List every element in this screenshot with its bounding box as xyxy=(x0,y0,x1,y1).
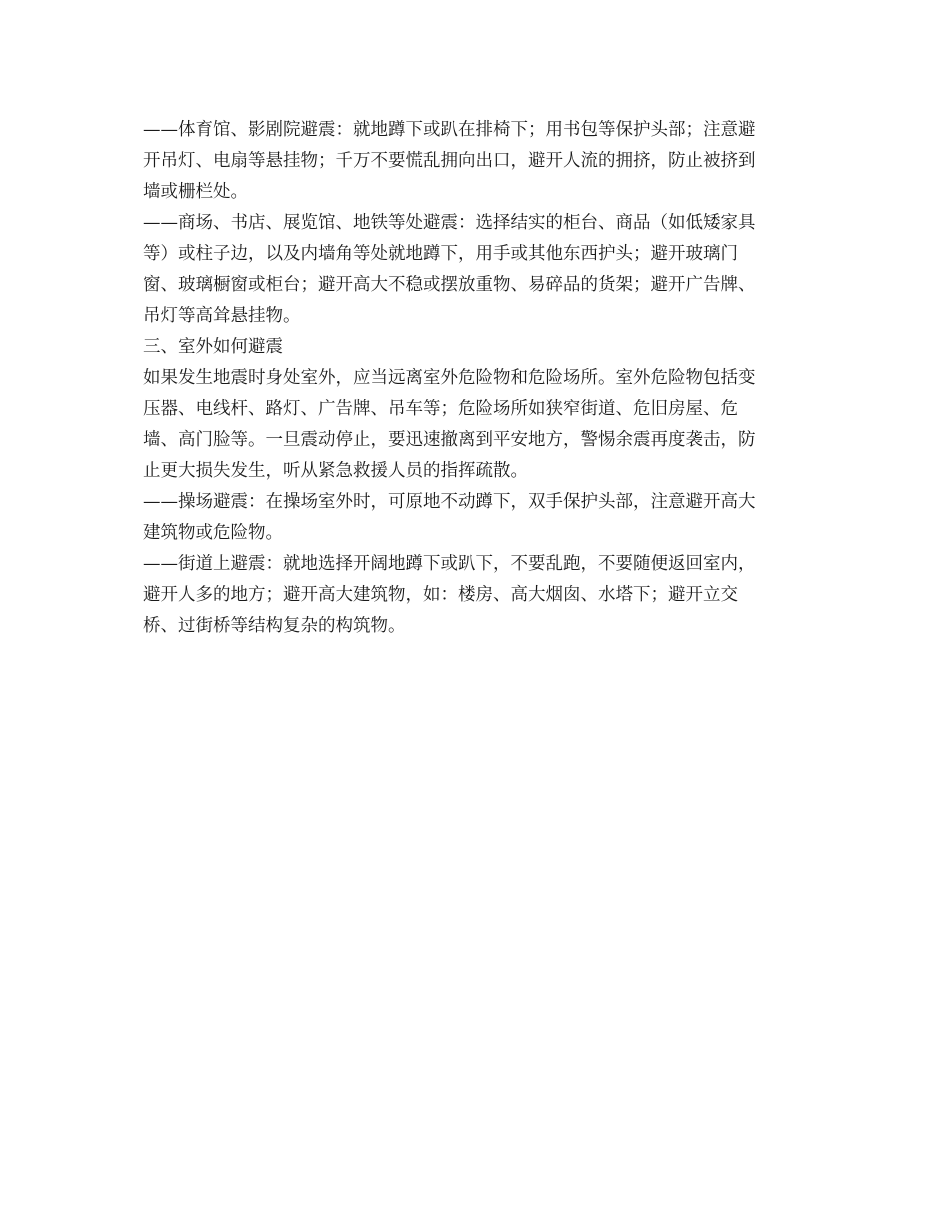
text-line-outdoor-3: 墙、高门脸等。一旦震动停止，要迅速撤离到平安地方，警惕余震再度袭击，防 xyxy=(143,430,756,450)
text-line-mall-3: 窗、玻璃橱窗或柜台；避开高大不稳或摆放重物、易碎品的货架；避开广告牌、 xyxy=(143,275,756,295)
text-line-outdoor-1: 如果发生地震时身处室外，应当远离室外危险物和危险场所。室外危险物包括变 xyxy=(143,368,756,388)
document-body xyxy=(143,115,803,642)
text-line-outdoor-2: 压器、电线杆、路灯、广告牌、吊车等；危险场所如狭窄街道、危旧房屋、危 xyxy=(143,399,738,419)
text-line-street-3: 桥、过街桥等结构复杂的构筑物。 xyxy=(143,616,406,636)
text-line-gym-3: 墙或栅栏处。 xyxy=(143,182,248,202)
text-line-playground-2: 建筑物或危险物。 xyxy=(143,523,283,543)
text-line-gym-2: 开吊灯、电扇等悬挂物；千万不要慌乱拥向出口，避开人流的拥挤，防止被挤到 xyxy=(143,151,756,171)
text-line-mall-2: 等）或柱子边，以及内墙角等处就地蹲下，用手或其他东西护头；避开玻璃门 xyxy=(143,244,738,264)
text-line-street-2: 避开人多的地方；避开高大建筑物，如：楼房、高大烟囱、水塔下；避开立交 xyxy=(143,585,738,605)
text-line-outdoor-4: 止更大损失发生，听从紧急救援人员的指挥疏散。 xyxy=(143,461,528,481)
text-line-mall-1: ——商场、书店、展览馆、地铁等处避震：选择结实的柜台、商品（如低矮家具 xyxy=(143,213,756,233)
text-line-playground-1: ——操场避震：在操场室外时，可原地不动蹲下，双手保护头部，注意避开高大 xyxy=(143,492,756,512)
section-heading-outdoor: 三、室外如何避震 xyxy=(143,337,283,357)
text-line-gym-1: ——体育馆、影剧院避震：就地蹲下或趴在排椅下；用书包等保护头部；注意避 xyxy=(143,120,756,140)
text-line-street-1: ——街道上避震：就地选择开阔地蹲下或趴下，不要乱跑，不要随便返回室内， xyxy=(143,554,756,574)
text-line-mall-4: 吊灯等高耸悬挂物。 xyxy=(143,306,301,326)
